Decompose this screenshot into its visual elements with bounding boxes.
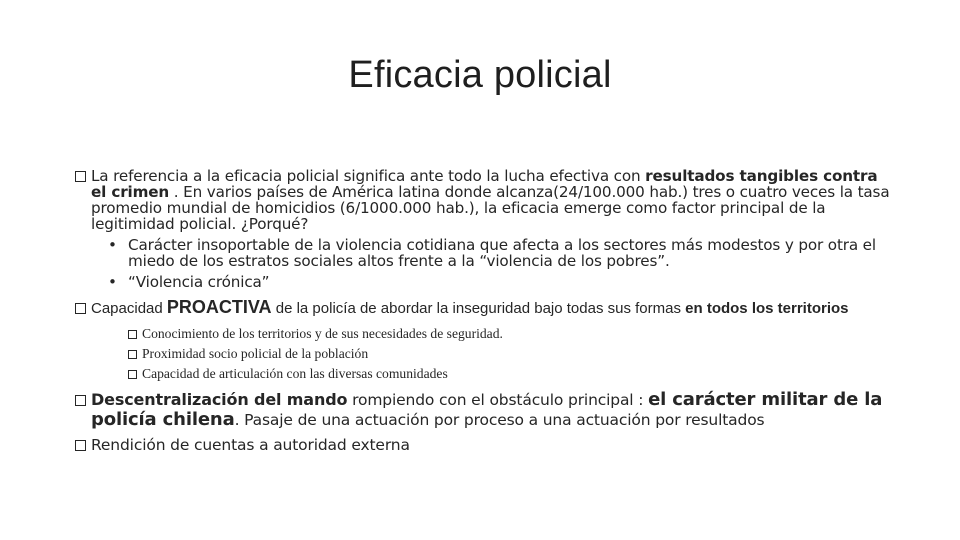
checkbox-bullet-icon bbox=[75, 171, 86, 182]
list-item bbox=[91, 274, 892, 290]
checkbox-bullet-icon bbox=[128, 370, 137, 379]
bold-text: resultados tangibles contra el crimen bbox=[91, 167, 878, 201]
paragraph-descentralizacion bbox=[72, 390, 892, 430]
bold-text: PROACTIVA bbox=[166, 297, 272, 317]
slide-body bbox=[72, 168, 892, 454]
bullet-dot-icon: • bbox=[108, 236, 117, 254]
checkbox-bullet-icon bbox=[75, 440, 86, 451]
list-item-text: Carácter insoportable de la violencia cotidiana que afecta a los sectores más modestos y por otra el miedo de los estratos sociales altos frente a la “violencia de los pobres”. bbox=[128, 236, 876, 270]
bullet-dot-icon: • bbox=[108, 273, 117, 291]
bold-text: en todos los territorios bbox=[685, 300, 849, 317]
paragraph-text: Rendición de cuentas a autoridad externa bbox=[91, 436, 410, 454]
list-item-text: Proximidad socio policial de la población bbox=[142, 346, 369, 361]
paragraph-text: La referencia a la eficacia policial significa ante todo la lucha efectiva con bbox=[91, 167, 646, 185]
list-item bbox=[91, 364, 892, 384]
paragraph-rendicion bbox=[72, 436, 892, 454]
list-item-text: “Violencia crónica” bbox=[128, 273, 270, 291]
list-item-text: Capacidad de articulación con las diversas comunidades bbox=[142, 366, 448, 381]
checkbox-bullet-icon bbox=[128, 350, 137, 359]
bold-text: Descentralización del mando bbox=[91, 390, 348, 409]
paragraph-eficacia bbox=[72, 168, 892, 290]
checkbox-bullet-icon bbox=[75, 303, 86, 314]
paragraph-text: . Pasaje de una actuación por proceso a una actuación por resultados bbox=[234, 411, 765, 429]
list-item-text: Conocimiento de los territorios y de sus necesidades de seguridad. bbox=[142, 326, 503, 341]
paragraph-text: de la policía de abordar la inseguridad bajo todas sus formas bbox=[271, 300, 686, 317]
paragraph-text: Capacidad bbox=[91, 300, 167, 317]
checkbox-bullet-icon bbox=[75, 395, 86, 406]
bullet-list bbox=[91, 237, 892, 290]
paragraph-text: . En varios países de América latina donde alcanza(24/100.000 hab.) tres o cuatro veces la tasa promedio mundial de homicidios (6/1000.000 hab.), la eficacia emerge como factor principal de la legitimidad policial. ¿Porqué? bbox=[91, 183, 890, 233]
list-item bbox=[91, 324, 892, 344]
paragraph-text: rompiendo con el obstáculo principal : bbox=[347, 391, 649, 409]
sub-list bbox=[91, 324, 892, 384]
bold-text: el carácter militar de la policía chilena bbox=[91, 389, 883, 430]
list-item bbox=[91, 237, 892, 269]
list-item bbox=[91, 344, 892, 364]
paragraph-capacidad bbox=[72, 297, 892, 384]
checkbox-bullet-icon bbox=[128, 330, 137, 339]
slide-title: Eficacia policial bbox=[348, 54, 612, 96]
